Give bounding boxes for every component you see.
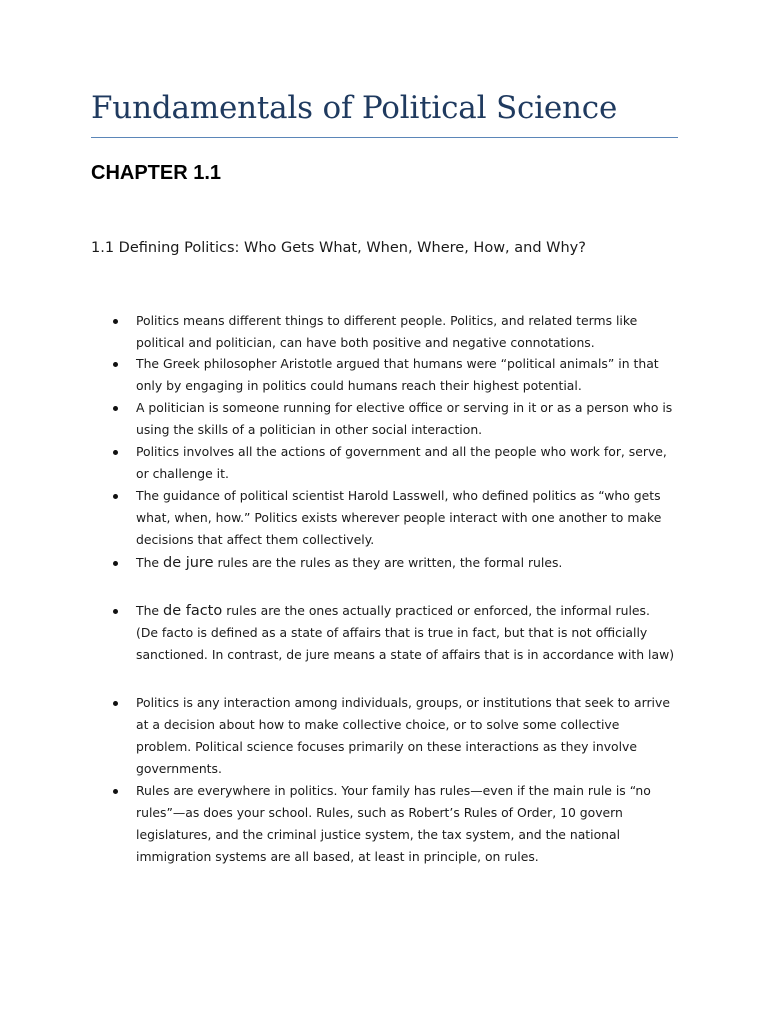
bullet-dot-icon	[113, 362, 118, 367]
de-facto-note: (De facto is defined as a state of affairs that is true in fact, but that is not officially sanctioned. In contrast, de jure means a state of affairs that is in accordance with law)	[136, 625, 675, 662]
bullet-dot-icon	[113, 406, 118, 411]
bullet-item	[136, 441, 678, 485]
bullet-item	[136, 310, 678, 354]
title-underline	[91, 137, 678, 138]
chapter-heading: CHAPTER 1.1	[91, 162, 222, 184]
bullet-text: Politics involves all the actions of government and all the people who work for, serve, or challenge it.	[136, 444, 667, 481]
bullet-dot-icon	[113, 450, 118, 455]
bullet-dot-icon	[113, 701, 118, 706]
bullet-item	[136, 397, 678, 441]
bullet-text: Rules are everywhere in politics. Your family has rules—even if the main rule is “no rules”—as does your school. Rules, such as Robert’s Rules of Order, 10 govern legislatures, and the criminal justice system, the tax system, and the national immigration systems are all based, at least in principle, on rules.	[136, 783, 651, 864]
term-de-facto: de facto	[162, 603, 223, 619]
bullet-dot-icon	[113, 561, 118, 566]
bullet-item	[136, 485, 678, 551]
bullet-text: Politics is any interaction among individuals, groups, or institutions that seek to arrive at a decision about how to make collective choice, or to solve some collective problem. Political science focuses primarily on these interactions as they involve governments.	[136, 695, 670, 776]
bullet-dot-icon	[113, 609, 118, 614]
bullet-text	[136, 552, 678, 574]
bullet-text: The guidance of political scientist Harold Lasswell, who defined politics as “who gets what, when, how.” Politics exists wherever people interact with one another to make decisions that affect them collectively.	[136, 488, 662, 547]
bullet-text: The Greek philosopher Aristotle argued that humans were “political animals” in that only by engaging in politics could humans reach their highest potential.	[136, 356, 659, 393]
bullet-prefix: The	[136, 555, 163, 570]
bullet-prefix: The	[136, 603, 163, 618]
bullet-item	[136, 692, 678, 780]
bullet-text: Politics means different things to different people. Politics, and related terms like political and politician, can have both positive and negative connotations.	[136, 313, 638, 350]
bullet-text	[136, 600, 678, 622]
bullet-suffix: rules are the ones actually practiced or enforced, the informal rules.	[222, 603, 650, 618]
bullet-item	[136, 780, 678, 868]
bullet-item	[136, 600, 678, 666]
bullet-suffix: rules are the rules as they are written, the formal rules.	[213, 555, 563, 570]
bullet-dot-icon	[113, 789, 118, 794]
term-de-jure: de jure	[162, 555, 214, 571]
bullet-item	[136, 353, 678, 397]
document-title: Fundamentals of Political Science	[91, 90, 618, 126]
bullet-dot-icon	[113, 319, 118, 324]
bullet-item	[136, 552, 678, 574]
bullet-dot-icon	[113, 494, 118, 499]
bullet-text: A politician is someone running for elective office or serving in it or as a person who is using the skills of a politician in other social interaction.	[136, 400, 673, 437]
section-heading: 1.1 Defining Politics: Who Gets What, When, Where, How, and Why?	[91, 240, 586, 256]
